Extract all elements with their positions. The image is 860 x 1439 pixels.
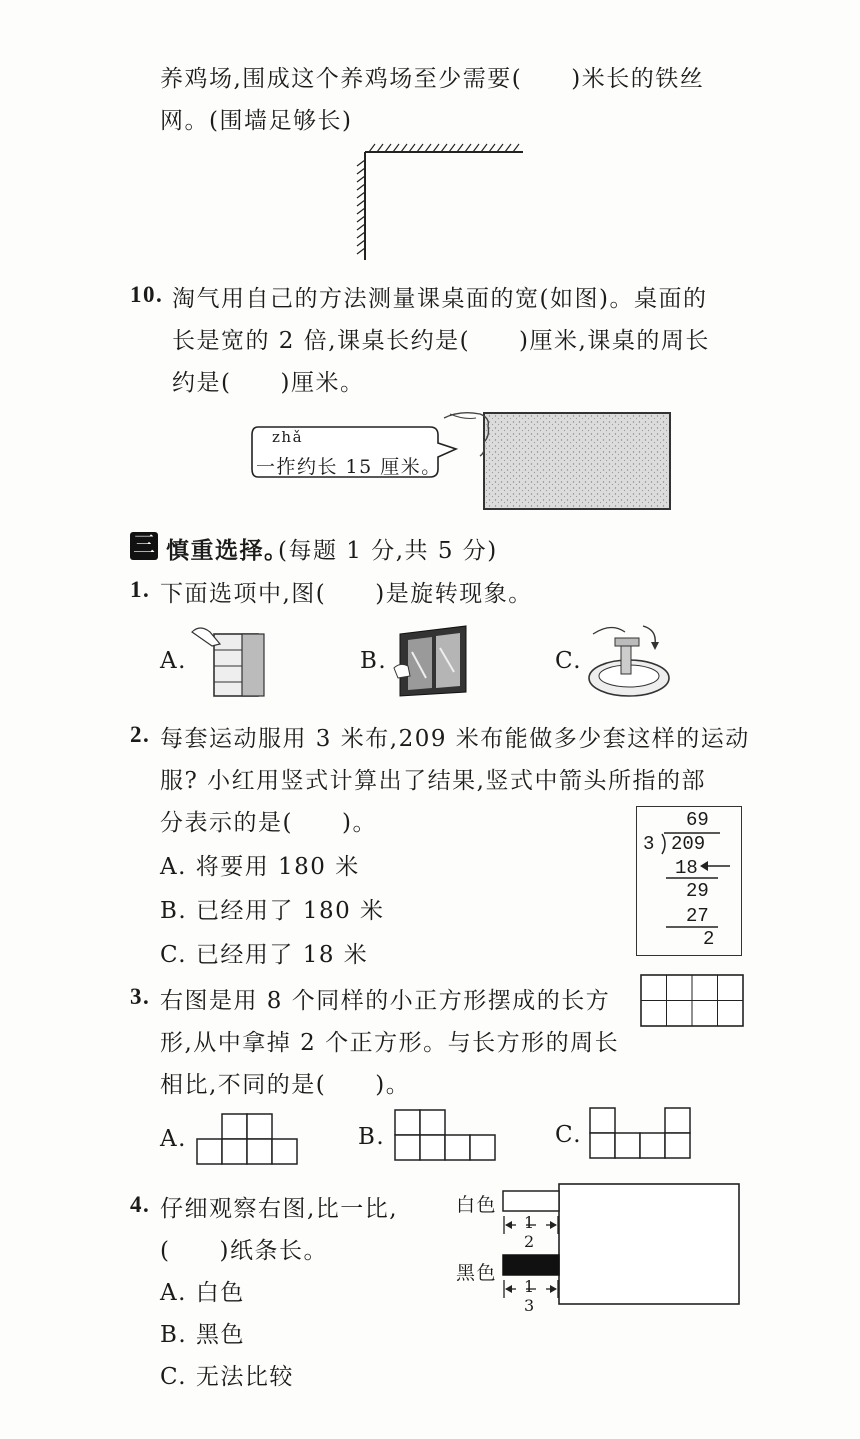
fraction-bottom-numerator: 1 <box>524 1277 536 1296</box>
s3q3-line1: 右图是用 8 个同样的小正方形摆成的长方 <box>160 988 611 1014</box>
shape-option-b <box>394 1108 500 1164</box>
rectangle-8-squares-figure <box>640 974 745 1028</box>
label-black: 黑色 <box>456 1262 498 1284</box>
section-note: (每题 1 分,共 5 分) <box>278 538 498 564</box>
section-badge: 三 <box>130 532 158 560</box>
division-step-27: 27 <box>686 905 709 927</box>
s3q3-option-b: B. <box>358 1124 386 1150</box>
s3q3-line2: 形,从中拿掉 2 个正方形。与长方形的周长 <box>160 1030 620 1056</box>
s3q3-option-a: A. <box>160 1126 187 1152</box>
division-remainder: 2 <box>703 928 715 950</box>
s3q1-number: 1. <box>130 577 151 602</box>
s3q2-line1: 每套运动服用 3 米布,209 米布能做多少套这样的运动 <box>160 726 750 752</box>
faucet-sink-picture <box>585 618 675 702</box>
section-title: 慎重选择。 <box>166 538 289 564</box>
fraction-top-denominator: 2 <box>524 1232 536 1251</box>
sliding-window-picture <box>392 622 472 700</box>
shape-option-a <box>196 1112 302 1168</box>
s3q3-line3: 相比,不同的是( )。 <box>160 1072 411 1098</box>
label-white: 白色 <box>456 1194 498 1216</box>
s3q4-option-c: C. 无法比较 <box>160 1364 294 1390</box>
s3q4-line1: 仔细观察右图,比一比, <box>160 1196 399 1222</box>
s3q2-option-c: C. 已经用了 18 米 <box>160 942 369 968</box>
long-division-lines <box>636 806 742 956</box>
q10-line1: 淘气用自己的方法测量课桌面的宽(如图)。桌面的 <box>172 286 708 312</box>
division-dividend: 209 <box>671 833 706 855</box>
drawer-cabinet-picture <box>190 622 270 700</box>
s3q2-option-a: A. 将要用 180 米 <box>160 854 360 880</box>
s3q1-option-a: A. <box>160 648 187 674</box>
s3q4-number: 4. <box>130 1192 151 1217</box>
division-quotient: 69 <box>686 809 709 831</box>
q9-line2: 网。(围墙足够长) <box>160 108 353 134</box>
fraction-bottom-denominator: 3 <box>524 1296 536 1315</box>
s3q3-number: 3. <box>130 984 151 1009</box>
paper-strip-figure <box>500 1182 745 1307</box>
s3q4-option-a: A. 白色 <box>160 1280 245 1306</box>
division-step-18: 18 <box>675 857 698 879</box>
fraction-top-numerator: 1 <box>524 1213 536 1232</box>
shape-option-c <box>589 1106 695 1162</box>
s3q2-number: 2. <box>130 722 151 747</box>
s3q2-line2: 服? 小红用竖式计算出了结果,竖式中箭头所指的部 <box>160 768 706 794</box>
q9-line1: 养鸡场,围成这个养鸡场至少需要( )米长的铁丝 <box>160 66 705 92</box>
s3q1-option-c: C. <box>555 648 583 674</box>
s3q4-option-b: B. 黑色 <box>160 1322 246 1348</box>
s3q1-text: 下面选项中,图( )是旋转现象。 <box>160 581 533 607</box>
q10-line2: 长是宽的 2 倍,课桌长约是( )厘米,课桌的周长 <box>172 328 710 354</box>
s3q4-line2: ( )纸条长。 <box>160 1238 328 1264</box>
desk-hand-picture <box>440 408 675 513</box>
division-step-29: 29 <box>686 880 709 902</box>
wall-corner-figure <box>355 140 530 265</box>
division-divisor: 3 <box>643 833 655 855</box>
s3q2-line3: 分表示的是( )。 <box>160 810 377 836</box>
s3q3-option-c: C. <box>555 1122 583 1148</box>
s3q2-option-b: B. 已经用了 180 米 <box>160 898 385 924</box>
q10-number: 10. <box>130 282 164 307</box>
bubble-pinyin: zhǎ <box>272 428 304 446</box>
bubble-text: 一拃约长 15 厘米。 <box>256 456 442 478</box>
s3q1-option-b: B. <box>360 648 388 674</box>
q10-line3: 约是( )厘米。 <box>172 370 365 396</box>
